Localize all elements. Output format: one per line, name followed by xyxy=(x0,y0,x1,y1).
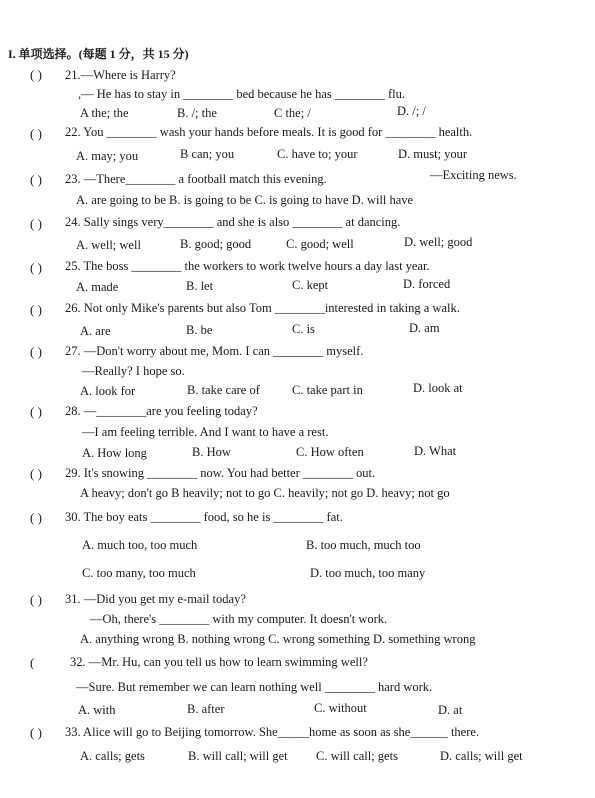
option: A. are xyxy=(80,324,111,338)
option: A. made xyxy=(76,280,119,294)
option: C. How often xyxy=(296,445,364,459)
option: D. am xyxy=(409,321,440,335)
question-line: —Sure. But remember we can learn nothing well ________ hard work. xyxy=(76,680,433,694)
option: D. well; good xyxy=(404,235,473,249)
option: A. calls; gets xyxy=(80,749,145,763)
option: B. good; good xyxy=(180,237,252,251)
option: A. much too, too much xyxy=(82,538,198,552)
answer-paren: ( ) xyxy=(30,260,42,275)
option: D. calls; will get xyxy=(440,749,523,763)
option: C. without xyxy=(314,701,367,715)
answer-paren: ( ) xyxy=(30,592,42,607)
options-line: A. are going to be B. is going to be C. is going to have D. will have xyxy=(76,193,414,207)
options-line: A heavy; don't go B heavily; not to go C. heavily; not go D. heavy; not go xyxy=(80,486,450,500)
option: C. take part in xyxy=(292,383,363,397)
option: B. /; the xyxy=(177,106,217,120)
answer-paren: ( ) xyxy=(30,344,42,359)
question-stem: 32. —Mr. Hu, can you tell us how to learn swimming well? xyxy=(70,655,368,669)
question-stem: 28. —________are you feeling today? xyxy=(65,404,258,418)
option: B. let xyxy=(186,279,214,293)
answer-paren: ( ) xyxy=(30,510,42,525)
option: B. too much, much too xyxy=(306,538,421,552)
question-response: —Exciting news. xyxy=(430,168,517,182)
answer-paren: ( ) xyxy=(30,216,42,231)
option: A. may; you xyxy=(76,149,139,163)
option: C. will call; gets xyxy=(316,749,398,763)
option: B. after xyxy=(187,702,225,716)
question-stem: 31. —Did you get my e-mail today? xyxy=(65,592,246,606)
option: D. forced xyxy=(403,277,451,291)
option: B. will call; will get xyxy=(188,749,288,763)
option: C. is xyxy=(292,322,315,336)
option: D. /; / xyxy=(397,104,426,118)
options-line: A. anything wrong B. nothing wrong C. wrong something D. something wrong xyxy=(80,632,476,646)
answer-paren: ( ) xyxy=(30,725,42,740)
question-stem: 24. Sally sings very________ and she is also ________ at dancing. xyxy=(65,215,401,229)
question-stem: 22. You ________ wash your hands before meals. It is good for ________ health. xyxy=(65,125,473,139)
option: C. too many, too much xyxy=(82,566,196,580)
option: D. must; your xyxy=(398,147,468,161)
option: A. look for xyxy=(80,384,136,398)
question-stem: 25. The boss ________ the workers to work twelve hours a day last year. xyxy=(65,259,430,273)
answer-paren: ( ) xyxy=(30,466,42,481)
question-stem: 27. —Don't worry about me, Mom. I can ________ myself. xyxy=(65,344,364,358)
option: B can; you xyxy=(180,147,235,161)
option: B. be xyxy=(186,323,213,337)
question-stem: 23. —There________ a football match this evening. xyxy=(65,172,327,186)
option: C the; / xyxy=(274,106,311,120)
question-line: —Oh, there's ________ with my computer. It doesn't work. xyxy=(90,612,388,626)
answer-paren: ( ) xyxy=(30,67,42,82)
answer-paren: ( ) xyxy=(30,172,42,187)
section-title: I. 单项选择。(每题 1 分，共 15 分) xyxy=(8,47,189,61)
option: D. What xyxy=(414,444,457,458)
option: A. with xyxy=(78,703,116,717)
option: B. take care of xyxy=(187,383,260,397)
option: A. How long xyxy=(82,446,147,460)
option: C. kept xyxy=(292,278,329,292)
option: D. at xyxy=(438,703,463,717)
answer-paren: ( ) xyxy=(30,302,42,317)
question-stem: 21.—Where is Harry? xyxy=(65,68,176,82)
option: C. good; well xyxy=(286,237,354,251)
answer-paren: ( ) xyxy=(30,404,42,419)
answer-paren: ( ) xyxy=(30,126,42,141)
question-line: ,— He has to stay in ________ bed because he has ________ flu. xyxy=(78,87,406,101)
option: D. look at xyxy=(413,381,463,395)
option: A the; the xyxy=(80,106,129,120)
question-line: —Really? I hope so. xyxy=(82,364,185,378)
question-stem: 30. The boy eats ________ food, so he is ________ fat. xyxy=(65,510,343,524)
option: C. have to; your xyxy=(277,147,358,161)
question-stem: 26. Not only Mike's parents but also Tom ________interested in taking a walk. xyxy=(65,301,460,315)
question-line: —I am feeling terrible. And I want to have a rest. xyxy=(82,425,329,439)
option: B. How xyxy=(192,445,231,459)
answer-paren: ( xyxy=(30,655,35,670)
option: A. well; well xyxy=(76,238,141,252)
question-stem: 29. It's snowing ________ now. You had better ________ out. xyxy=(65,466,376,480)
option: D. too much, too many xyxy=(310,566,426,580)
question-stem: 33. Alice will go to Beijing tomorrow. She_____home as soon as she______ there. xyxy=(65,725,480,739)
